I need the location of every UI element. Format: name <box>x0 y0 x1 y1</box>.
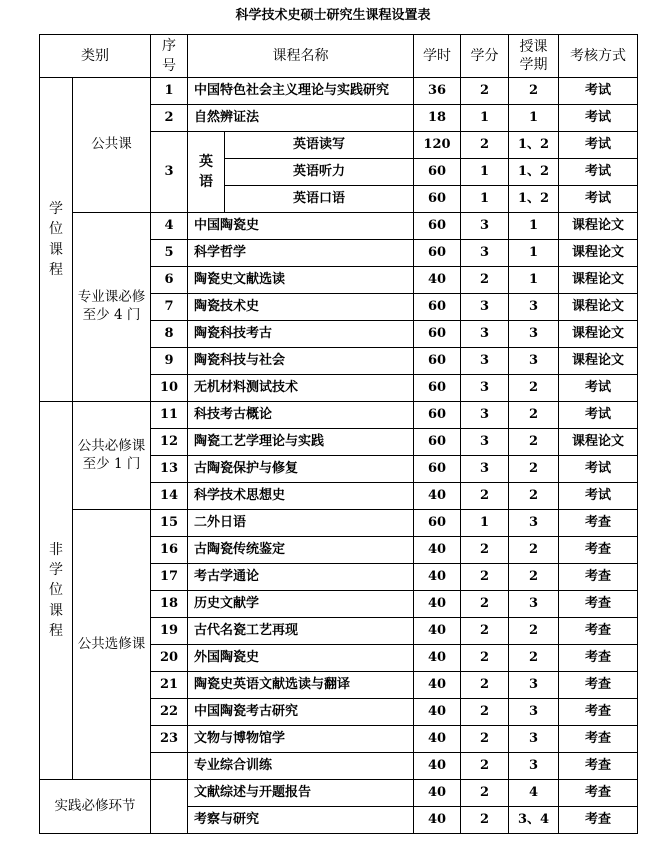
cell-semester: 2 <box>509 429 559 456</box>
cell-credits: 3 <box>461 348 509 375</box>
cell-course-name: 文献综述与开题报告 <box>188 780 414 807</box>
cell-credits: 2 <box>461 618 509 645</box>
cell-assessment: 考试 <box>559 105 638 132</box>
cell-hours: 40 <box>414 699 461 726</box>
cell-semester: 1 <box>509 213 559 240</box>
cell-no: 22 <box>151 699 188 726</box>
cell-hours: 40 <box>414 780 461 807</box>
cell-course-name: 历史文献学 <box>188 591 414 618</box>
cell-no: 3 <box>151 132 188 213</box>
cell-assessment: 考查 <box>559 510 638 537</box>
cell-hours: 60 <box>414 186 461 213</box>
group-major-required: 专业课必修至少 4 门 <box>73 213 151 402</box>
cell-assessment: 考查 <box>559 780 638 807</box>
cell-semester: 1 <box>509 267 559 294</box>
cell-hours: 120 <box>414 132 461 159</box>
cell-no: 23 <box>151 726 188 753</box>
cell-course-name: 二外日语 <box>188 510 414 537</box>
cell-credits: 2 <box>461 483 509 510</box>
cell-semester: 3 <box>509 672 559 699</box>
cell-hours: 60 <box>414 402 461 429</box>
cell-assessment: 考查 <box>559 726 638 753</box>
cell-assessment: 考查 <box>559 699 638 726</box>
cell-course-name: 英语听力 <box>225 159 414 186</box>
cell-course-name: 陶瓷科技与社会 <box>188 348 414 375</box>
cell-hours: 40 <box>414 645 461 672</box>
cell-credits: 2 <box>461 591 509 618</box>
cell-hours: 40 <box>414 591 461 618</box>
course-table <box>39 34 638 834</box>
cell-assessment: 考试 <box>559 456 638 483</box>
cell-assessment: 考试 <box>559 78 638 105</box>
header-semester: 授课学期 <box>509 35 559 78</box>
cell-semester: 3 <box>509 294 559 321</box>
cell-semester: 3 <box>509 699 559 726</box>
cell-hours: 40 <box>414 564 461 591</box>
cell-credits: 2 <box>461 132 509 159</box>
header-category: 类别 <box>40 35 151 78</box>
cell-credits: 2 <box>461 564 509 591</box>
cell-course-name: 外国陶瓷史 <box>188 645 414 672</box>
header-course-name: 课程名称 <box>188 35 414 78</box>
cell-hours: 40 <box>414 672 461 699</box>
cell-course-name: 陶瓷史文献选读 <box>188 267 414 294</box>
cell-assessment: 课程论文 <box>559 429 638 456</box>
cell-credits: 3 <box>461 429 509 456</box>
cell-no: 5 <box>151 240 188 267</box>
header-seq: 序号 <box>151 35 188 78</box>
cell-hours: 40 <box>414 537 461 564</box>
cell-course-name: 考古学通论 <box>188 564 414 591</box>
cell-course-name: 陶瓷技术史 <box>188 294 414 321</box>
cell-no: 4 <box>151 213 188 240</box>
cell-credits: 1 <box>461 105 509 132</box>
cell-semester: 1、2 <box>509 132 559 159</box>
cell-credits: 1 <box>461 510 509 537</box>
group-public: 公共课 <box>73 78 151 213</box>
cell-assessment: 考试 <box>559 402 638 429</box>
cell-no: 17 <box>151 564 188 591</box>
document-title: 科学技术史硕士研究生课程设置表 <box>235 8 431 23</box>
cell-course-name: 科学技术思想史 <box>188 483 414 510</box>
cell-credits: 2 <box>461 267 509 294</box>
cell-no: 19 <box>151 618 188 645</box>
cell-semester: 2 <box>509 618 559 645</box>
group-public-required: 公共必修课至少 1 门 <box>73 402 151 510</box>
cell-hours: 60 <box>414 510 461 537</box>
cell-no: 11 <box>151 402 188 429</box>
cell-semester: 2 <box>509 375 559 402</box>
cell-semester: 3 <box>509 321 559 348</box>
cell-semester: 1 <box>509 240 559 267</box>
cell-assessment: 考查 <box>559 645 638 672</box>
cell-semester: 2 <box>509 645 559 672</box>
group-public-elective: 公共选修课 <box>73 510 151 780</box>
table-row <box>40 213 638 240</box>
cell-hours: 40 <box>414 267 461 294</box>
cell-credits: 3 <box>461 402 509 429</box>
cell-semester: 2 <box>509 402 559 429</box>
group-nondegree: 非学位课程 <box>40 402 73 780</box>
cell-semester: 3 <box>509 348 559 375</box>
cell-hours: 40 <box>414 726 461 753</box>
cell-no: 18 <box>151 591 188 618</box>
cell-hours: 36 <box>414 78 461 105</box>
cell-semester: 3 <box>509 753 559 780</box>
cell-hours: 60 <box>414 348 461 375</box>
cell-course-name: 英语口语 <box>225 186 414 213</box>
cell-assessment: 考试 <box>559 375 638 402</box>
cell-hours: 40 <box>414 753 461 780</box>
cell-credits: 3 <box>461 456 509 483</box>
cell-course-name: 中国陶瓷考古研究 <box>188 699 414 726</box>
cell-credits: 2 <box>461 753 509 780</box>
cell-semester: 3 <box>509 726 559 753</box>
cell-semester: 2 <box>509 537 559 564</box>
cell-hours: 60 <box>414 456 461 483</box>
table-row <box>40 780 638 807</box>
cell-assessment: 考试 <box>559 159 638 186</box>
cell-no: 10 <box>151 375 188 402</box>
cell-assessment: 考查 <box>559 537 638 564</box>
group-practice: 实践必修环节 <box>40 780 151 834</box>
cell-credits: 2 <box>461 672 509 699</box>
cell-course-name: 古陶瓷保护与修复 <box>188 456 414 483</box>
header-assessment: 考核方式 <box>559 35 638 78</box>
cell-no: 21 <box>151 672 188 699</box>
cell-no: 1 <box>151 78 188 105</box>
header-credits: 学分 <box>461 35 509 78</box>
cell-semester: 3 <box>509 510 559 537</box>
cell-no <box>151 753 188 780</box>
cell-credits: 1 <box>461 159 509 186</box>
cell-course-name: 古代名瓷工艺再现 <box>188 618 414 645</box>
cell-course-name: 科技考古概论 <box>188 402 414 429</box>
cell-hours: 40 <box>414 807 461 834</box>
cell-no: 20 <box>151 645 188 672</box>
cell-assessment: 考查 <box>559 672 638 699</box>
cell-no: 16 <box>151 537 188 564</box>
cell-credits: 3 <box>461 294 509 321</box>
cell-hours: 40 <box>414 483 461 510</box>
table-row <box>40 510 638 537</box>
cell-credits: 3 <box>461 240 509 267</box>
header-hours: 学时 <box>414 35 461 78</box>
cell-no: 14 <box>151 483 188 510</box>
cell-no: 2 <box>151 105 188 132</box>
cell-assessment: 课程论文 <box>559 213 638 240</box>
cell-credits: 1 <box>461 186 509 213</box>
cell-semester: 4 <box>509 780 559 807</box>
cell-semester: 2 <box>509 456 559 483</box>
cell-no: 8 <box>151 321 188 348</box>
cell-credits: 3 <box>461 375 509 402</box>
cell-course-name: 文物与博物馆学 <box>188 726 414 753</box>
cell-course-name: 专业综合训练 <box>188 753 414 780</box>
cell-credits: 2 <box>461 780 509 807</box>
cell-semester: 1 <box>509 105 559 132</box>
group-degree: 学位课程 <box>40 78 73 402</box>
cell-semester: 3、4 <box>509 807 559 834</box>
cell-assessment: 课程论文 <box>559 348 638 375</box>
cell-assessment: 课程论文 <box>559 294 638 321</box>
cell-no: 9 <box>151 348 188 375</box>
cell-credits: 3 <box>461 321 509 348</box>
cell-course-name: 中国陶瓷史 <box>188 213 414 240</box>
cell-assessment: 考试 <box>559 132 638 159</box>
cell-assessment: 考查 <box>559 753 638 780</box>
cell-course-name: 科学哲学 <box>188 240 414 267</box>
cell-semester: 2 <box>509 483 559 510</box>
cell-no: 13 <box>151 456 188 483</box>
cell-hours: 40 <box>414 618 461 645</box>
cell-credits: 2 <box>461 699 509 726</box>
cell-course-name: 古陶瓷传统鉴定 <box>188 537 414 564</box>
cell-hours: 60 <box>414 240 461 267</box>
cell-hours: 60 <box>414 429 461 456</box>
cell-assessment: 考试 <box>559 483 638 510</box>
cell-hours: 60 <box>414 294 461 321</box>
table-row <box>40 402 638 429</box>
cell-hours: 60 <box>414 159 461 186</box>
cell-course-name: 自然辨证法 <box>188 105 414 132</box>
cell-hours: 60 <box>414 375 461 402</box>
cell-course-name: 陶瓷工艺学理论与实践 <box>188 429 414 456</box>
cell-credits: 2 <box>461 726 509 753</box>
cell-semester: 1、2 <box>509 159 559 186</box>
cell-semester: 1、2 <box>509 186 559 213</box>
cell-no: 15 <box>151 510 188 537</box>
cell-hours: 60 <box>414 213 461 240</box>
cell-credits: 2 <box>461 78 509 105</box>
cell-assessment: 课程论文 <box>559 321 638 348</box>
cell-semester: 3 <box>509 591 559 618</box>
group-english: 英语 <box>188 132 225 213</box>
cell-no: 7 <box>151 294 188 321</box>
cell-course-name: 中国特色社会主义理论与实践研究 <box>188 78 414 105</box>
cell-course-name: 陶瓷科技考古 <box>188 321 414 348</box>
cell-assessment: 考查 <box>559 591 638 618</box>
cell-assessment: 课程论文 <box>559 240 638 267</box>
cell-assessment: 考查 <box>559 618 638 645</box>
cell-assessment: 考试 <box>559 186 638 213</box>
cell-course-name: 无机材料测试技术 <box>188 375 414 402</box>
cell-credits: 2 <box>461 645 509 672</box>
cell-hours: 60 <box>414 321 461 348</box>
cell-credits: 2 <box>461 807 509 834</box>
cell-no: 12 <box>151 429 188 456</box>
cell-no: 6 <box>151 267 188 294</box>
cell-credits: 2 <box>461 537 509 564</box>
cell-no <box>151 780 188 834</box>
cell-course-name: 陶瓷史英语文献选读与翻译 <box>188 672 414 699</box>
cell-course-name: 考察与研究 <box>188 807 414 834</box>
table-row <box>40 78 638 105</box>
cell-course-name: 英语读写 <box>225 132 414 159</box>
cell-assessment: 考查 <box>559 807 638 834</box>
cell-hours: 18 <box>414 105 461 132</box>
cell-semester: 2 <box>509 78 559 105</box>
cell-credits: 3 <box>461 213 509 240</box>
cell-semester: 2 <box>509 564 559 591</box>
cell-assessment: 课程论文 <box>559 267 638 294</box>
cell-assessment: 考查 <box>559 564 638 591</box>
header-row <box>40 35 638 78</box>
